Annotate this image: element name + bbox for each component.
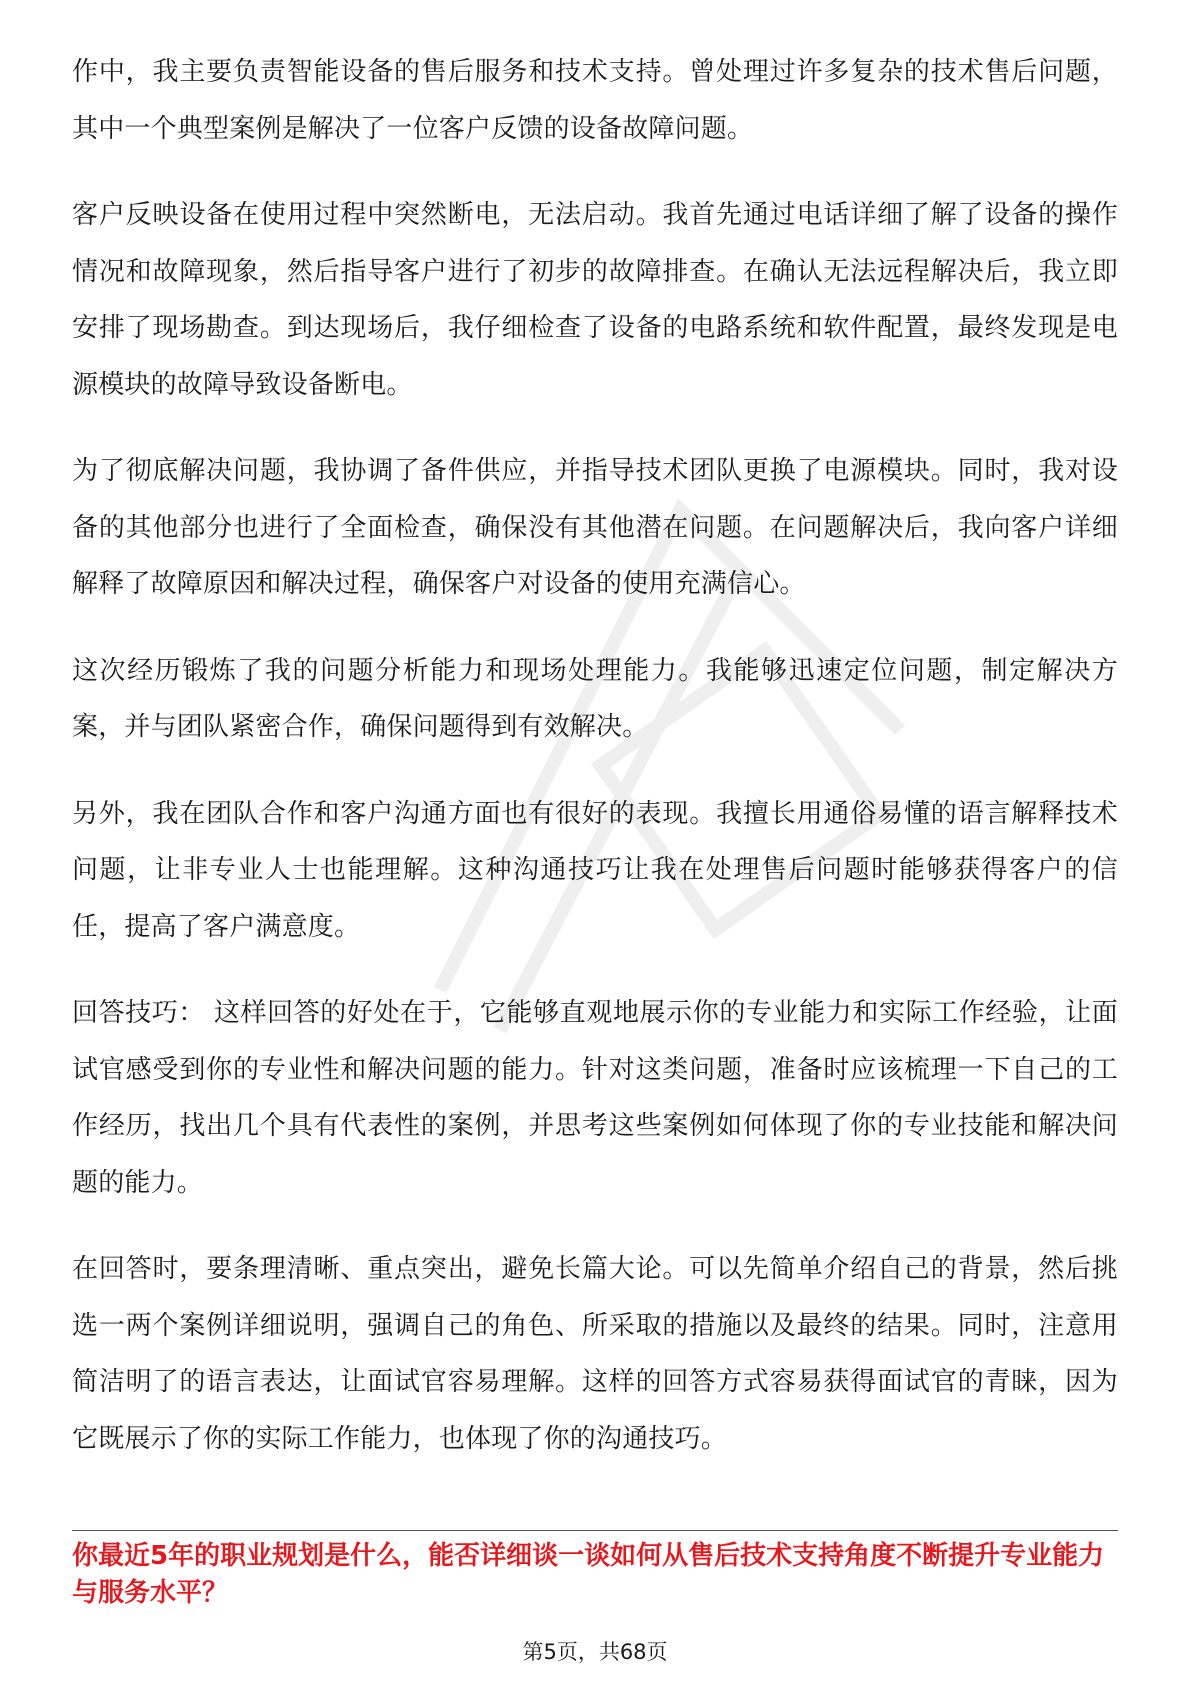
paragraph-5: 另外，我在团队合作和客户沟通方面也有很好的表现。我擅长用通俗易懂的语言解释技术问题，让非专业人士也能理解。这种沟通技巧让我在处理售后问题时能够获得客户的信任，提高了客户满意度。 xyxy=(72,798,1118,942)
paragraph-7: 在回答时，要条理清晰、重点突出，避免长篇大论。可以先简单介绍自己的背景，然后挑选一两个案例详细说明，强调自己的角色、所采取的措施以及最终的结果。同时，注意用简洁明了的语言表达，让面试官容易理解。这样的回答方式容易获得面试官的青睐，因为它既展示了你的实际工作能力，也体现了你的沟通技巧。 xyxy=(72,1254,1118,1454)
paragraph-4: 这次经历锻炼了我的问题分析能力和现场处理能力。我能够迅速定位问题，制定解决方案，并与团队紧密合作，确保问题得到有效解决。 xyxy=(72,655,1118,742)
paragraph-1: 作中，我主要负责智能设备的售后服务和技术支持。曾处理过许多复杂的技术售后问题，其中一个典型案例是解决了一位客户反馈的设备故障问题。 xyxy=(72,57,1118,144)
paragraph-6: 回答技巧： 这样回答的好处在于，它能够直观地展示你的专业能力和实际工作经验，让面试官感受到你的专业性和解决问题的能力。针对这类问题，准备时应该梳理一下自己的工作经历，找出几个具有代表性的案例，并思考这些案例如何体现了你的专业技能和解决问题的能力。 xyxy=(72,998,1118,1198)
next-question-heading: 你最近5年的职业规划是什么，能否详细谈一谈如何从售后技术支持角度不断提升专业能力与服务水平？ xyxy=(72,1541,1105,1608)
section-divider xyxy=(72,1530,1118,1531)
page-number: 第5页，共68页 xyxy=(522,1640,668,1664)
body-text xyxy=(72,44,1118,1497)
paragraph-2: 客户反映设备在使用过程中突然断电，无法启动。我首先通过电话详细了解了设备的操作情况和故障现象，然后指导客户进行了初步的故障排查。在确认无法远程解决后，我立即安排了现场勘查。到达现场后，我仔细检查了设备的电路系统和软件配置，最终发现是电源模块的故障导致设备断电。 xyxy=(72,200,1118,400)
paragraph-3: 为了彻底解决问题，我协调了备件供应，并指导技术团队更换了电源模块。同时，我对设备的其他部分也进行了全面检查，确保没有其他潜在问题。在问题解决后，我向客户详细解释了故障原因和解决过程，确保客户对设备的使用充满信心。 xyxy=(72,456,1118,599)
